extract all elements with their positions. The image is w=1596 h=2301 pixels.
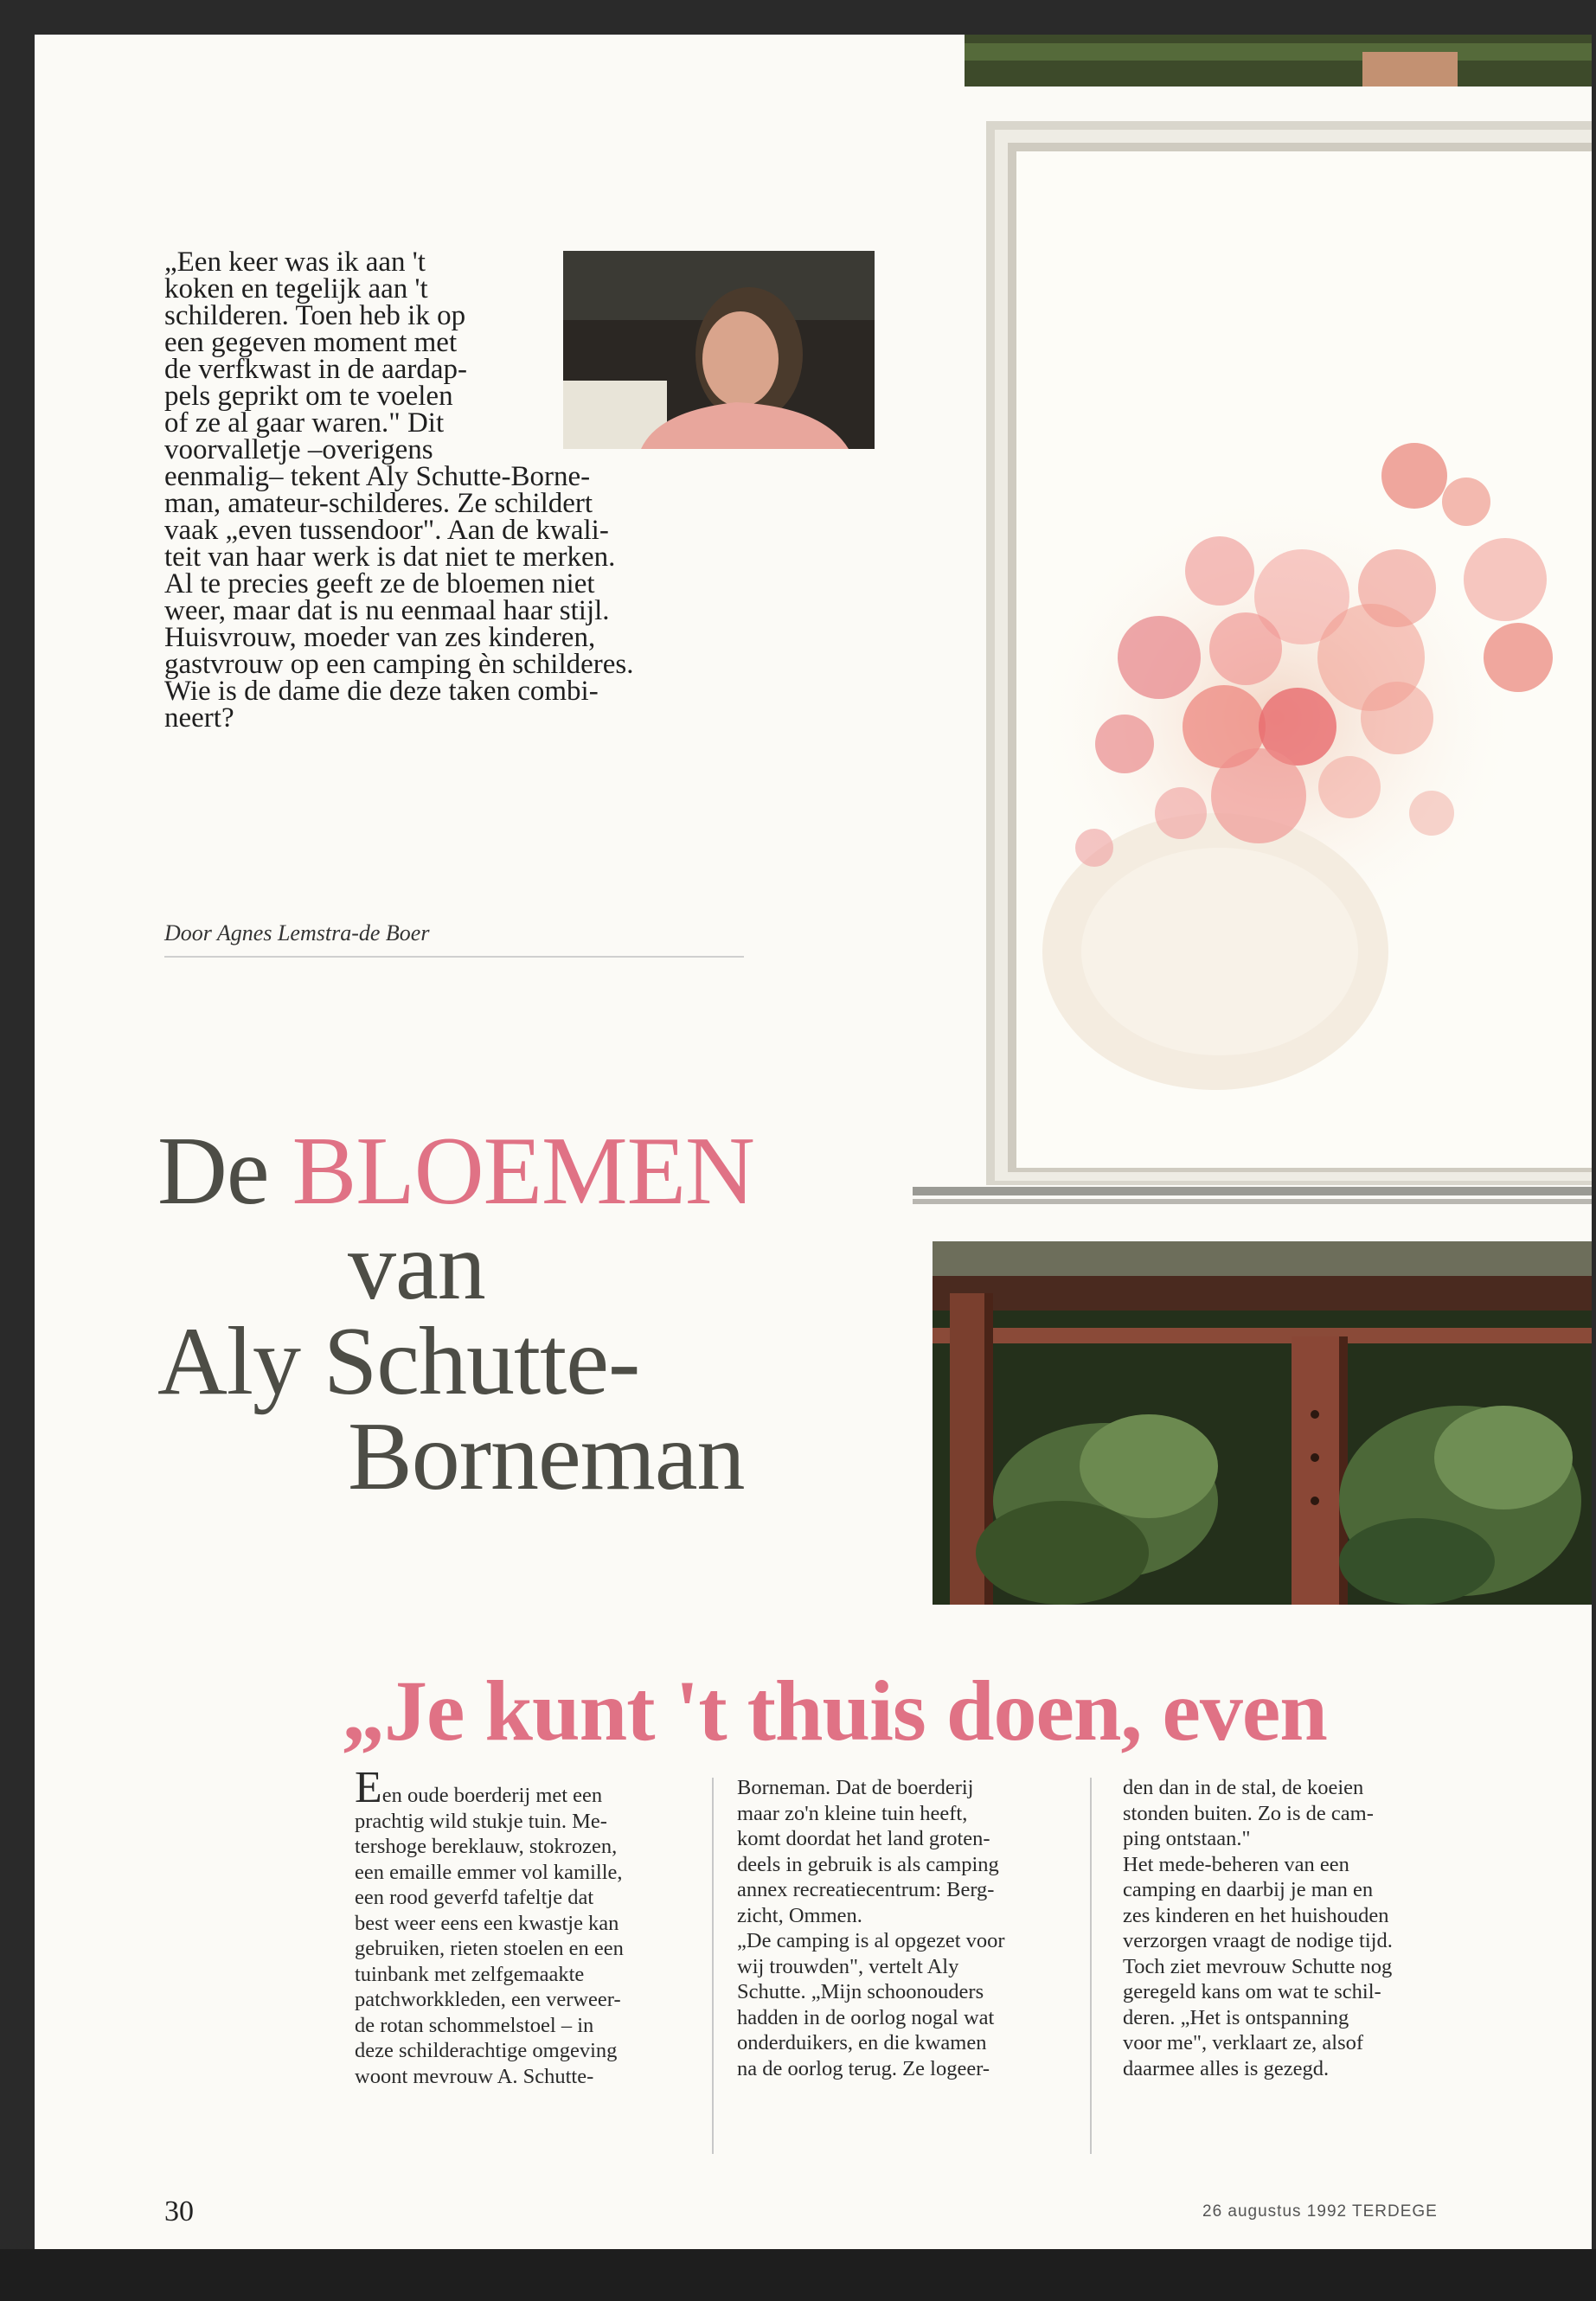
body-line: hadden in de oorlog nogal wat — [737, 2005, 995, 2029]
intro-line: „Een keer was ik aan 't — [164, 247, 426, 278]
body-line: verzorgen vraagt de nodige tijd. — [1123, 1929, 1393, 1952]
intro-line: de verfkwast in de aardap- — [164, 354, 467, 385]
pull-quote: „Je kunt 't thuis doen, even — [342, 1663, 1327, 1759]
intro-line: schilderen. Toen heb ik op — [164, 300, 466, 331]
body-column-3 — [1123, 1775, 1452, 2081]
intro-line: teit van haar werk is dat niet te merken. — [164, 542, 616, 573]
title-line-2: van — [348, 1213, 485, 1320]
painting-photo — [913, 35, 1592, 1224]
intro-line: vaak „even tussendoor". Aan de kwali- — [164, 515, 609, 546]
body-line: Een oude boerderij met een — [355, 1763, 603, 1812]
body-line: Borneman. Dat de boerderij — [737, 1776, 974, 1799]
body-line: Het mede-beheren van een — [1123, 1852, 1349, 1876]
body-line: „De camping is al opgezet voor — [737, 1929, 1005, 1952]
intro-line: Wie is de dame die deze taken combi- — [164, 676, 599, 707]
body-line: deren. „Het is ontspanning — [1123, 2005, 1349, 2029]
body-line: camping en daarbij je man en — [1123, 1878, 1374, 1901]
intro-line: neert? — [164, 702, 234, 734]
body-line: best weer eens een kwastje kan — [355, 1911, 619, 1935]
drop-cap: E — [355, 1763, 382, 1812]
body-column-2 — [737, 1775, 1066, 2081]
byline-divider — [164, 956, 744, 958]
body-line: een rood geverfd tafeltje dat — [355, 1886, 594, 1909]
magazine-page — [35, 35, 1592, 2249]
garden-bench-photo — [933, 1241, 1592, 1605]
body-line: de rotan schommelstoel – in — [355, 2013, 594, 2037]
body-line: Toch ziet mevrouw Schutte nog — [1123, 1954, 1393, 1978]
body-line: Schutte. „Mijn schoonouders — [737, 1980, 984, 2003]
body-line: geregeld kans om wat te schil- — [1123, 1980, 1381, 2003]
body-line: zes kinderen en het huishouden — [1123, 1903, 1389, 1927]
body-column-1 — [355, 1763, 683, 2089]
byline: Door Agnes Lemstra-de Boer — [164, 920, 430, 945]
intro-line: een gegeven moment met — [164, 327, 458, 358]
intro-line: gastvrouw op een camping èn schilderes. — [164, 649, 634, 680]
body-line: maar zo'n kleine tuin heeft, — [737, 1801, 968, 1825]
column-divider — [1090, 1778, 1092, 2154]
body-line: komt doordat het land groten- — [737, 1827, 990, 1850]
body-line: stonden buiten. Zo is de cam- — [1123, 1801, 1374, 1825]
intro-line: Huisvrouw, moeder van zes kinderen, — [164, 622, 596, 653]
intro-line: man, amateur-schilderes. Ze schildert — [164, 488, 593, 519]
title-line-1 — [157, 1118, 754, 1225]
body-line: na de oorlog terug. Ze logeer- — [737, 2056, 990, 2080]
body-line: een emaille emmer vol kamille, — [355, 1860, 623, 1884]
body-line: gebruiken, rieten stoelen en een — [355, 1937, 624, 1960]
body-line: annex recreatiecentrum: Berg- — [737, 1878, 995, 1901]
intro-line: Al te precies geeft ze de bloemen niet — [164, 568, 595, 599]
intro-line: eenmalig– tekent Aly Schutte-Borne- — [164, 461, 591, 492]
intro-line: koken en tegelijk aan 't — [164, 273, 428, 304]
intro-paragraph — [164, 249, 727, 732]
intro-line: weer, maar dat is nu eenmaal haar stijl. — [164, 595, 610, 626]
body-line: wij trouwden", vertelt Aly — [737, 1954, 959, 1978]
body-line: patchworkkleden, een verweer- — [355, 1988, 621, 2011]
title-word-de: De — [157, 1118, 269, 1225]
body-line: woont mevrouw A. Schutte- — [355, 2064, 594, 2088]
body-line: deels in gebruik is als camping — [737, 1852, 999, 1876]
body-line: deze schilderachtige omgeving — [355, 2039, 618, 2062]
title-line-3: Aly Schutte- — [157, 1308, 640, 1415]
intro-line: voorvalletje –overigens — [164, 434, 433, 465]
scan-border — [0, 2249, 1596, 2301]
column-divider — [712, 1778, 714, 2154]
body-line: den dan in de stal, de koeien — [1123, 1776, 1364, 1799]
title-word-bloemen: BLOEMEN — [292, 1118, 754, 1225]
body-line: voor me", verklaart ze, alsof — [1123, 2031, 1364, 2054]
body-line: prachtig wild stukje tuin. Me- — [355, 1809, 607, 1833]
intro-line: of ze al gaar waren." Dit — [164, 407, 445, 439]
body-line: tuinbank met zelfgemaakte — [355, 1962, 585, 1986]
body-line: daarmee alles is gezegd. — [1123, 2056, 1330, 2080]
body-line: tershoge bereklauw, stokrozen, — [355, 1835, 618, 1858]
title-line-4: Borneman — [348, 1403, 745, 1510]
body-line: zicht, Ommen. — [737, 1903, 862, 1927]
intro-line: pels geprikt om te voelen — [164, 381, 453, 412]
footer-date: 26 augustus 1992 TERDEGE — [1202, 2202, 1438, 2221]
body-line: ping ontstaan." — [1123, 1827, 1251, 1850]
body-line: onderduikers, en die kwamen — [737, 2031, 987, 2054]
page-number: 30 — [164, 2195, 194, 2227]
